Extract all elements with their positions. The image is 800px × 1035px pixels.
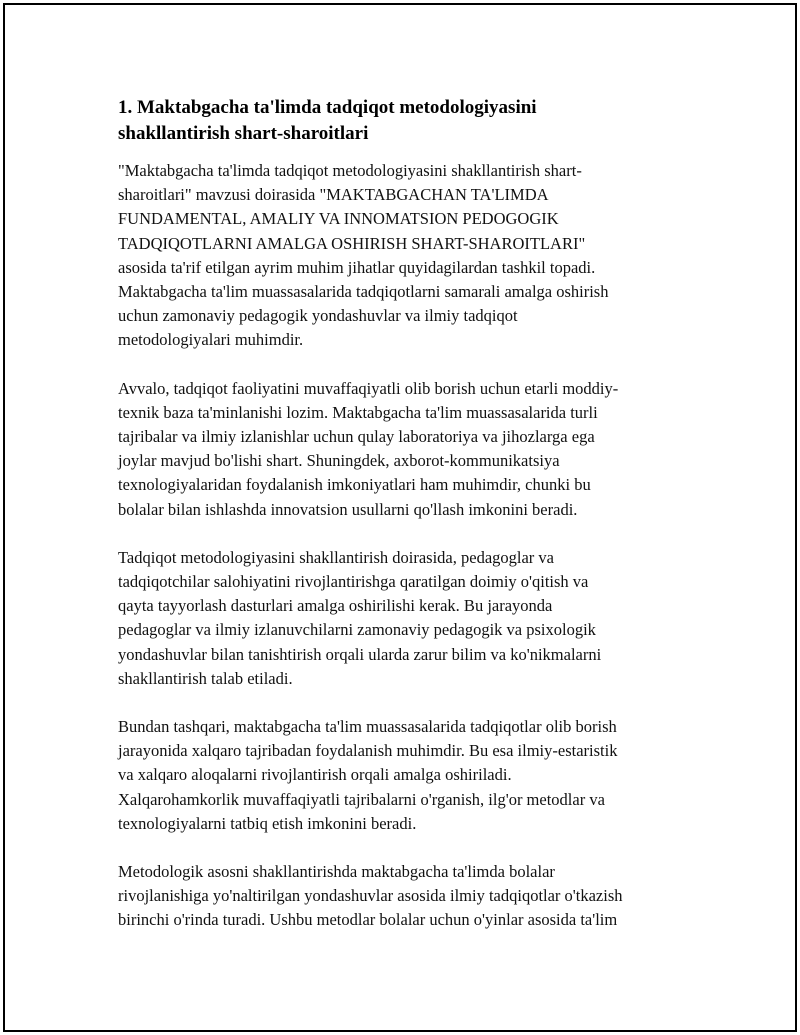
paragraph-3: Tadqiqot metodologiyasini shakllantirish doirasida, pedagoglar va tadqiqotchilar salohiyatini rivojlantirishga qaratilgan doimiy o'qitish va qayta tayyorlash dasturlari amalga oshirilishi kerak. Bu jarayonda pedagoglar va ilmiy izlanuvchilarni zamonaviy pedagogik va psixologik yondashuvlar bilan tanishtirish orqali ularda zarur bilim va ko'nikmalarni shakllantirish talab etiladi. <box>118 547 602 688</box>
paragraph-2: Avvalo, tadqiqot faoliyatini muvaffaqiyatli olib borish uchun etarli moddiy- texnik baza ta'minlanishi lozim. Maktabgacha ta'lim muassasalarida turli tajribalar va ilmiy izlanishlar uchun qulay laboratoriya va jihozlarga ega joylar mavjud bo'lishi shart. Shuningdek, axborot-kommunikatsiya texnologiyalaridan foydalanish imkoniyatlari ham muhimdir, chunki bu bolalar bilan ishlashda innovatsion usullarni qo'llash imkonini beradi. <box>118 378 619 519</box>
paragraph-4: Bundan tashqari, maktabgacha ta'lim muassasalarida tadqiqotlar olib borish jarayonida xalqaro tajribadan foydalanish muhimdir. Bu esa ilmiy-estaristik va xalqaro aloqalarni rivojlantirish orqali amalga oshiriladi. Xalqarohamkorlik muvaffaqiyatli tajribalarni o'rganish, ilg'or metodlar va texnologiyalarni tatbiq etish imkonini beradi. <box>118 717 618 833</box>
heading-line-2: shakllantirish shart-sharoitlari <box>118 123 369 144</box>
paragraph-5: Metodologik asosni shakllantirishda maktabgacha ta'limda bolalar rivojlanishiga yo'naltirilgan yondashuvlar asosida ilmiy tadqiqotlar o'tkazish birinchi o'rinda turadi. Ushbu metodlar bolalar uchun o'yinlar asosida ta'lim <box>118 862 623 930</box>
paragraph-1: "Maktabgacha ta'limda tadqiqot metodologiyasini shakllantirish shart- sharoitlari" mavzusi doirasida "MAKTABGACHAN TA'LIMDA FUNDAMENTAL, AMALIY VA INNOMATSION PEDOGOGIK TADQIQOTLARNI AMALGA OSHIRISH SHART-SHAROITLARI" asosida ta'rif etilgan ayrim muhim jihatlar quyidagilardan tashkil topadi. Maktabgacha ta'lim muassasalarida tadqiqotlarni samarali amalga oshirish uchun zamonaviy pedagogik yondashuvlar va ilmiy tadqiqot metodologiyalari muhimdir. <box>118 161 609 350</box>
section-heading <box>118 95 698 147</box>
document-body <box>118 95 698 933</box>
heading-line-1: 1. Maktabgacha ta'limda tadqiqot metodologiyasini <box>118 97 537 118</box>
